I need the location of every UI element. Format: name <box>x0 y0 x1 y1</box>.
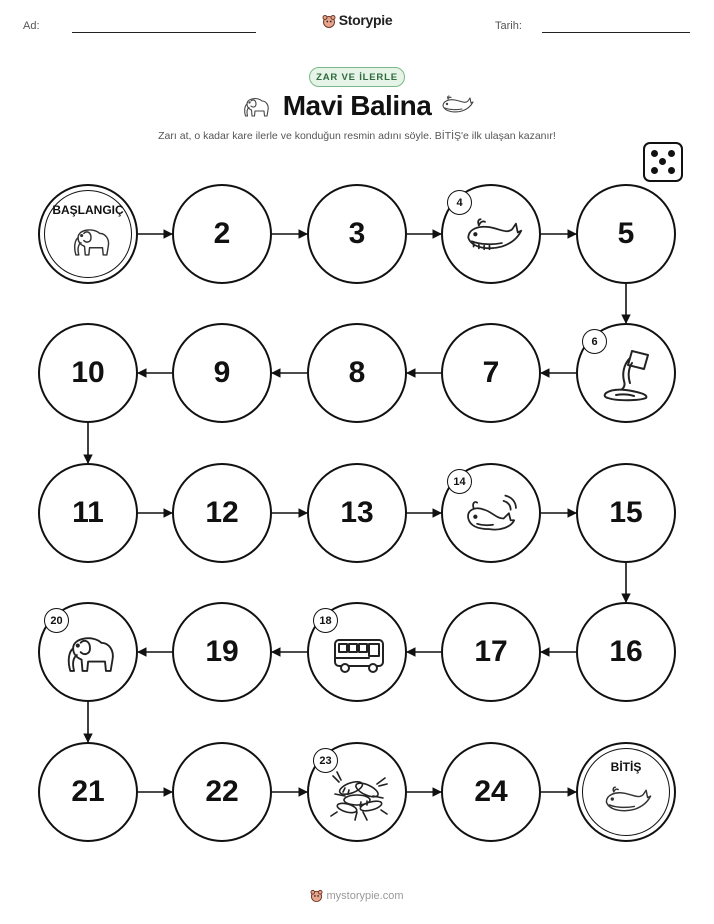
board-space-9[interactable] <box>172 323 272 423</box>
space-number: 22 <box>205 775 239 808</box>
singing-whale-icon <box>463 487 523 543</box>
board-space-23[interactable] <box>307 742 407 842</box>
name-label: Ad: <box>23 20 40 32</box>
board-space-21[interactable] <box>38 742 138 842</box>
board-space-15[interactable] <box>576 463 676 563</box>
board-space-11[interactable] <box>38 463 138 563</box>
board-space-3[interactable] <box>307 184 407 284</box>
board-space-19[interactable] <box>172 602 272 702</box>
board-space-7[interactable] <box>441 323 541 423</box>
whale-icon <box>602 784 652 825</box>
brand-name: Storypie <box>338 12 393 28</box>
board-space-8[interactable] <box>307 323 407 423</box>
space-number: 13 <box>340 496 374 529</box>
space-number: 5 <box>617 217 635 250</box>
space-number: 19 <box>205 635 239 668</box>
finish-label: BİTİŞ <box>610 760 642 774</box>
footer-url: mystorypie.com <box>326 890 404 902</box>
board-space-22[interactable] <box>172 742 272 842</box>
board-space-18[interactable] <box>307 602 407 702</box>
bus-icon <box>329 626 389 682</box>
board-space-10[interactable] <box>38 323 138 423</box>
brand-mascot-icon <box>310 889 323 905</box>
space-number: 12 <box>205 496 239 529</box>
board-space-6[interactable] <box>576 323 676 423</box>
space-number-badge: 14 <box>447 469 472 494</box>
space-number: 15 <box>609 496 643 529</box>
space-number: 21 <box>71 775 105 808</box>
page-title: Mavi Balina <box>282 90 432 121</box>
space-number: 2 <box>213 217 231 250</box>
space-number: 24 <box>474 775 508 808</box>
board-space-14[interactable] <box>441 463 541 563</box>
board-space-17[interactable] <box>441 602 541 702</box>
space-number: 16 <box>609 635 643 668</box>
elephant-icon <box>60 626 120 682</box>
space-number-badge: 18 <box>313 608 338 633</box>
space-number-badge: 6 <box>582 329 607 354</box>
board-space-24[interactable] <box>441 742 541 842</box>
board-space-12[interactable] <box>172 463 272 563</box>
game-type-badge: ZAR VE İLERLE <box>309 67 405 87</box>
finish-space[interactable] <box>576 742 676 842</box>
board-space-2[interactable] <box>172 184 272 284</box>
board-space-20[interactable] <box>38 602 138 702</box>
footer <box>0 889 714 905</box>
space-number: 8 <box>348 356 366 389</box>
space-number: 9 <box>213 356 231 389</box>
start-label: BAŞLANGIÇ <box>52 203 124 217</box>
board-space-16[interactable] <box>576 602 676 702</box>
space-number: 11 <box>72 496 104 529</box>
whale-icon <box>463 208 523 264</box>
space-number: 10 <box>71 356 105 389</box>
board-space-4[interactable] <box>441 184 541 284</box>
space-number: 3 <box>348 217 366 250</box>
water-pour-icon <box>598 347 658 403</box>
space-number-badge: 20 <box>44 608 69 633</box>
space-number-badge: 23 <box>313 748 338 773</box>
board-space-13[interactable] <box>307 463 407 563</box>
date-label: Tarih: <box>495 20 522 32</box>
start-space[interactable] <box>38 184 138 284</box>
board-space-5[interactable] <box>576 184 676 284</box>
elephant-icon <box>68 222 114 267</box>
krill-icon <box>329 766 389 822</box>
space-number-badge: 4 <box>447 190 472 215</box>
space-number: 17 <box>474 635 508 668</box>
instructions: Zarı at, o kadar kare ilerle ve konduğun resmin adını söyle. BİTİŞ'e ilk ulaşan kazanır! <box>158 130 556 142</box>
space-number: 7 <box>482 356 500 389</box>
